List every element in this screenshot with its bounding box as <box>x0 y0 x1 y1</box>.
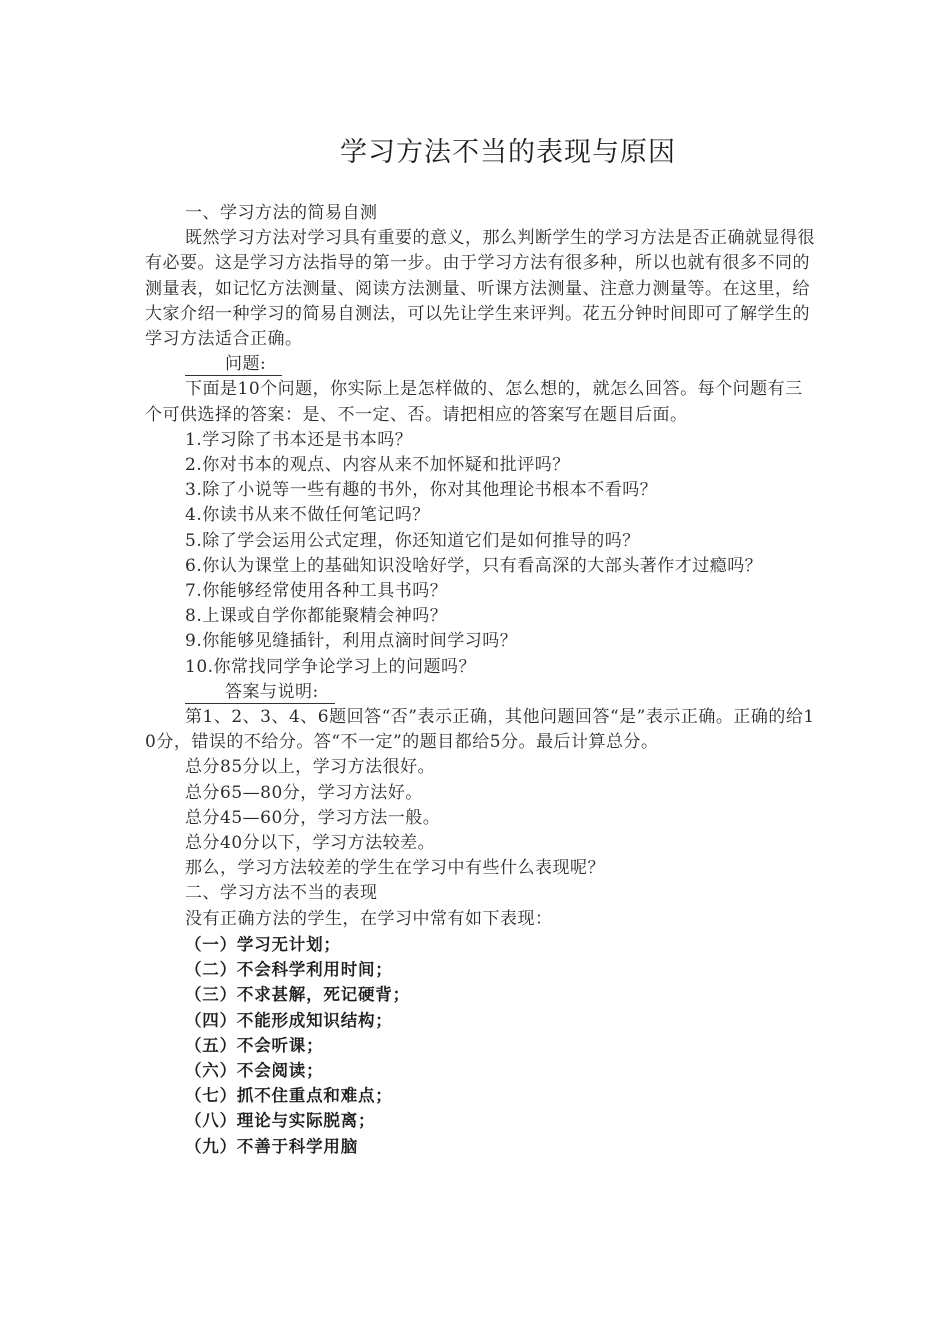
behavior-item: （五）不会听课； <box>185 1035 324 1055</box>
question-item: 7.你能够经常使用各种工具书吗？ <box>185 581 448 602</box>
transition-line: 那么，学习方法较差的学生在学习中有些什么表现呢？ <box>185 858 605 879</box>
behavior-item: （二）不会科学利用时间； <box>185 960 393 980</box>
answers-text: 第1、2、3、4、6题回答“否”表示正确，其他问题回答“是”表示正确。正确的给10分，错误的不给分。答“不一定”的题目都给5分。最后计算总分。 <box>145 707 815 753</box>
answers-label: 答案与说明: <box>185 682 335 704</box>
score-line: 总分85分以上，学习方法很好。 <box>185 757 436 778</box>
behavior-item: （三）不求甚解，死记硬背； <box>185 985 410 1005</box>
score-line: 总分65—80分，学习方法好。 <box>185 782 423 803</box>
document-title: 学习方法不当的表现与原因 <box>340 137 676 168</box>
questions-intro: 下面是10个问题，你实际上是怎样做的、怎么想的，就怎么回答。每个问题有三个可供选择的答案：是、不一定、否。请把相应的答案写在题目后面。 <box>145 379 803 425</box>
question-item: 9.你能够见缝插针，利用点滴时间学习吗？ <box>185 631 518 652</box>
section2-heading: 二、学习方法不当的表现 <box>185 883 378 904</box>
behavior-item: （七）抓不住重点和难点； <box>185 1086 393 1106</box>
behavior-item: （六）不会阅读； <box>185 1060 324 1080</box>
question-item: 8.上课或自学你都能聚精会神吗？ <box>185 606 448 627</box>
question-item: 5.除了学会运用公式定理，你还知道它们是如何推导的吗？ <box>185 530 640 551</box>
score-line: 总分40分以下，学习方法较差。 <box>185 833 436 854</box>
answers-label-line <box>145 680 815 705</box>
question-item: 3.除了小说等一些有趣的书外，你对其他理论书根本不看吗？ <box>185 480 658 501</box>
questions-label: 问题: <box>185 354 282 376</box>
question-item: 4.你读书从来不做任何笔记吗？ <box>185 505 430 526</box>
behavior-item: （八）理论与实际脱离； <box>185 1111 376 1131</box>
section2-intro: 没有正确方法的学生，在学习中常有如下表现： <box>185 908 553 929</box>
document-body <box>145 201 815 1159</box>
question-item: 10.你常找同学争论学习上的问题吗？ <box>185 656 477 677</box>
score-line: 总分45—60分，学习方法一般。 <box>185 807 441 828</box>
question-item: 1.学习除了书本还是书本吗？ <box>185 429 413 450</box>
intro-paragraph: 既然学习方法对学习具有重要的意义，那么判断学生的学习方法是否正确就显得很有必要。这是学习方法指导的第一步。由于学习方法有很多种，所以也就有很多不同的测量表，如记忆方法测量、阅读方法测量、听课方法测量、注意力测量等。在这里，给大家介绍一种学习的简易自测法，可以先让学生来评判。花五分钟时间即可了解学生的学习方法适合正确。 <box>145 228 815 350</box>
question-item: 6.你认为课堂上的基础知识没啥好学，只有看高深的大部头著作才过瘾吗？ <box>185 555 763 576</box>
behavior-item: （九）不善于科学用脑 <box>185 1136 358 1156</box>
questions-label-line <box>145 352 815 377</box>
section1-heading: 一、学习方法的简易自测 <box>185 203 378 223</box>
question-item: 2.你对书本的观点、内容从来不加怀疑和批评吗？ <box>185 455 570 476</box>
behavior-item: （一）学习无计划； <box>185 934 341 954</box>
behavior-item: （四）不能形成知识结构； <box>185 1010 393 1030</box>
